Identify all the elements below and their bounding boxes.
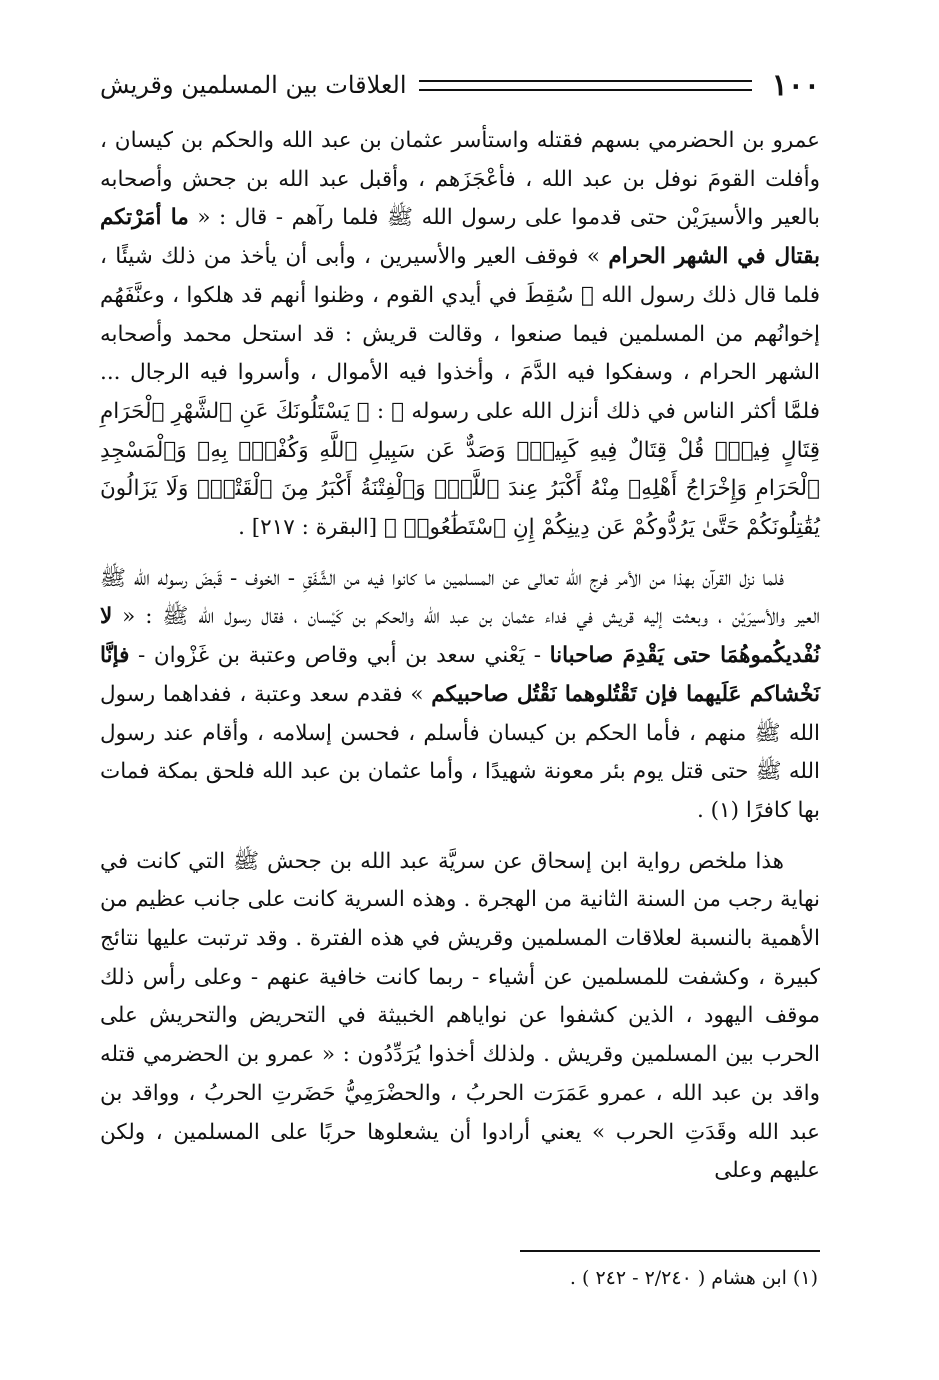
running-title: العلاقات بين المسلمين وقريش (100, 71, 407, 99)
text-span: » فوقف العير والأسيرين ، وأبى أن يأخذ من ذلك شيئًا ، فلما قال ذلك رسول الله ﷺ سُقِطَ في أيدي القوم ، وظنوا أنهم قد هلكوا ، وعنَّفَهُم إخوانُهم من المسلمين فيما صنعوا ، وقالت قريش : قد استحل محمد وأصحابه الشهر الحرام ، وسفكوا فيه الدَّمَ ، وأخذوا فيه الأموال ، وأسروا فيه الرجال ... فلمَّا أكثر الناس في ذلك أنزل الله على رسوله ﷺ : (100, 244, 820, 424)
verse-reference: [البقرة : ٢١٧] . (238, 515, 384, 541)
body-text (100, 122, 820, 1191)
page-header (100, 62, 820, 108)
hadith-quote-bold: لا نُفْديكُموهُمَا حتى يَقْدِمَ صاحبانا (100, 604, 821, 669)
footnote-rule (520, 1250, 820, 1252)
footnote: (١) ابن هشام ( ٢/٢٤٠ - ٢٤٢ ) . (569, 1267, 818, 1289)
text-span: عمرو بن الحضرمي بسهم فقتله واستأسر عثمان بن عبد الله والحكم بن كيسان ، وأفلت القومَ نوفل بن عبد الله ، فأعْجَزَهم ، وأقبل عبد الله بن جحش وأصحابه بالعير والأسيرَيْن حتى قدموا على رسول الله ﷺ فلما رآهم - قال : « (100, 128, 820, 231)
hadith-quote-bold: فإنَّا نَخْشاكم عَلَيهما فإن تَقْتُلوهما نَقْتُل صاحبيكم (100, 643, 820, 707)
hadith-quote-bold: ما أمَرْتكم بقتال في الشهر الحرام (100, 205, 821, 270)
quran-verse: ﴿ يَسْتَلُونَكَ عَنِ ٱلشَّهْرِ ٱلْحَرَامِ قِتَالٍ فِيهِۖ قُلْ قِتَالٌ فِيهِ كَبِيرٌۖ وَصَدٌّ عَن سَبِيلِ ٱللَّهِ وَكُفْرٌۢ بِهِۦ وَٱلْمَسْجِدِ ٱلْحَرَامِ وَإِخْرَاجُ أَهْلِهِۦ مِنْهُ أَكْبَرُ عِندَ ٱللَّهِۚ وَٱلْفِتْنَةُ أَكْبَرُ مِنَ ٱلْقَتْلِۗ وَلَا يَزَالُونَ يُقَٰتِلُونَكُمْ حَتَّىٰ يَرُدُّوكُمْ عَن دِينِكُمْ إِنِ ٱسْتَطَٰعُوا۟ ﴾ (100, 398, 820, 541)
text-span: فلما نزل القرآن بهذا من الأمر فرج الله تعالى عن المسلمين ما كانوا فيه من الشَّفَقِ - الخوف - قَبضَ رسوله الله ﷺ العير والأسيرَيْن ، وبعثت إليه قريش في فداء عثمان بن عبد الله والحكم بن كَيْسان ، فقال رسول الله ﷺ : « (100, 565, 820, 630)
text-span: » فقدم سعد وعتبة ، ففداهما رسول الله ﷺ منهم ، فأما الحكم بن كيسان فأسلم ، فحسن إسلامه ، وأقام عند رسول الله ﷺ حتى قتل يوم بئر معونة شهيدًا ، وأما عثمان بن عبد الله فلحق بمكة فمات بها كافرًا (100, 681, 820, 823)
page-number: ١٠٠ (771, 67, 820, 103)
footnote-reference[interactable]: (١) (710, 797, 739, 823)
text-span: . (696, 797, 711, 823)
text-span: - يَعْني سعد بن أبي وقاص وعتبة بن غَزْوان - (129, 643, 550, 669)
paragraph-3: هذا ملخص رواية ابن إسحاق عن سريَّة عبد الله بن جحش ﷺ التي كانت في نهاية رجب من السنة الثانية من الهجرة . وهذه السرية كانت على جانب عظيم من الأهمية بالنسبة لعلاقات المسلمين وقريش في هذه الفترة . وقد ترتبت عليها نتائج كبيرة ، وكشفت للمسلمين عن أشياء - ربما كانت خافية عنهم - وعلى رأس ذلك موقف اليهود ، الذين كشفوا عن نواياهم الخبيثة في التحريض والتحريش على الحرب بين المسلمين وقريش . ولذلك أخذوا يُرَدِّدُون : « عمرو بن الحضرمي قتله واقد بن عبد الله ، عمرو عَمَرَت الحربُ ، والحضْرَمِيُّ حَضَرتِ الحربُ ، وواقد بن عبد الله وقَدَتِ الحرب » يعني أرادوا أن يشعلوها حربًا على المسلمين ، ولكن عليهم وعلى (100, 848, 820, 1184)
paragraph-1 (100, 122, 820, 548)
header-rule (419, 80, 752, 91)
paragraph-2 (100, 560, 820, 831)
